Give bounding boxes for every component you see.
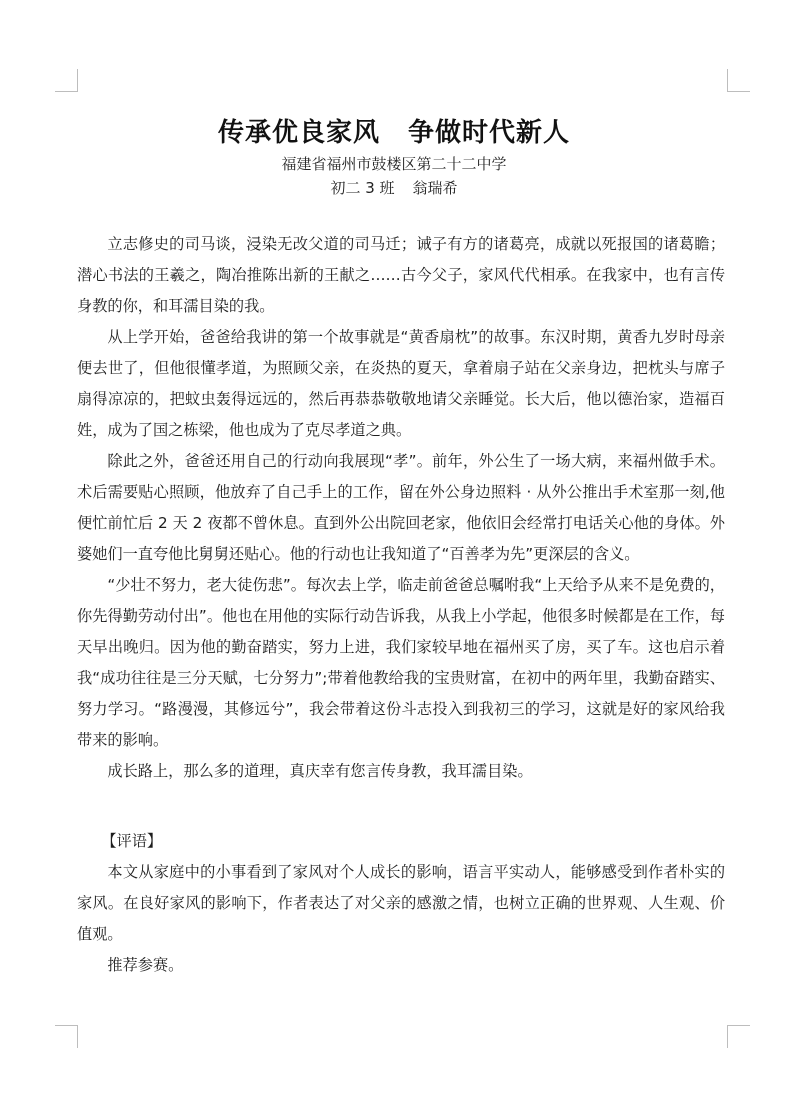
author-name: 翁瑞希 [412,179,458,197]
paragraph: 立志修史的司马谈，浸染无改父道的司马迁；诫子有方的诸葛亮，成就以死报国的诸葛瞻；潜心书法的王羲之，陶冶推陈出新的王献之……古今父子，家风代代相承。在我家中，也有言传身教的你，和耳濡目染的我。 [77,235,725,315]
crop-mark-bottom-left [55,1025,78,1048]
class-name: 初二 3 班 [330,179,395,197]
paragraph: 成长路上，那么多的道理，真庆幸有您言传身教，我耳濡目染。 [107,762,533,780]
comment-paragraph: 推荐参赛。 [107,956,184,974]
comment-paragraph: 本文从家庭中的小事看到了家风对个人成长的影响，语言平实动人，能够感受到作者朴实的家风。在良好家风的影响下，作者表达了对父亲的感激之情，也树立正确的世界观、人生观、价值观。 [77,863,725,943]
crop-mark-bottom-right [727,1025,750,1048]
crop-mark-top-right [727,69,750,92]
crop-mark-top-left [55,69,78,92]
paragraph: “少壮不努力，老大徒伤悲”。每次去上学，临走前爸爸总嘱咐我“上天给予从来不是免费的，你先得勤劳动付出”。他也在用他的实际行动告诉我，从我上小学起，他很多时候都是在工作，每天早出晚归。因为他的勤奋踏实，努力上进，我们家较早地在福州买了房，买了车。这也启示着我“成功往往是三分天赋，七分努力”;带着他教给我的宝贵财富，在初中的两年里，我勤奋踏实、努力学习。“路漫漫，其修远兮”，我会带着这份斗志投入到我初三的学习，这就是好的家风给我带来的影响。 [77,576,725,749]
section-spacer [77,787,725,826]
school-name: 福建省福州市鼓楼区第二十二中学 [281,155,507,173]
essay-title [0,112,788,149]
comment-heading: 【评语】 [101,832,163,850]
title-part-2: 争做时代新人 [408,118,571,148]
title-part-1: 传承优良家风 [217,118,380,148]
essay-body [77,229,725,981]
paragraph: 从上学开始，爸爸给我讲的第一个故事就是“黄香扇枕”的故事。东汉时期，黄香九岁时母亲便去世了，但他很懂孝道，为照顾父亲，在炎热的夏天，拿着扇子站在父亲身边，把枕头与席子扇得凉凉的，把蚊虫轰得远远的，然后再恭恭敬敬地请父亲睡觉。长大后，他以德治家，造福百姓，成为了国之栋梁，他也成为了克尽孝道之典。 [77,328,725,439]
author-byline [0,177,788,198]
paragraph: 除此之外，爸爸还用自己的行动向我展现“孝”。前年，外公生了一场大病，来福州做手术。术后需要贴心照顾，他放弃了自己手上的工作，留在外公身边照料 · 从外公推出手术室那一刻,他便忙前忙后 2 天 2 夜都不曾休息。直到外公出院回老家，他依旧会经常打电话关心他的身体。外婆她们一直夸他比舅舅还贴心。他的行动也让我知道了“百善孝为先”更深层的含义。 [77,452,725,563]
